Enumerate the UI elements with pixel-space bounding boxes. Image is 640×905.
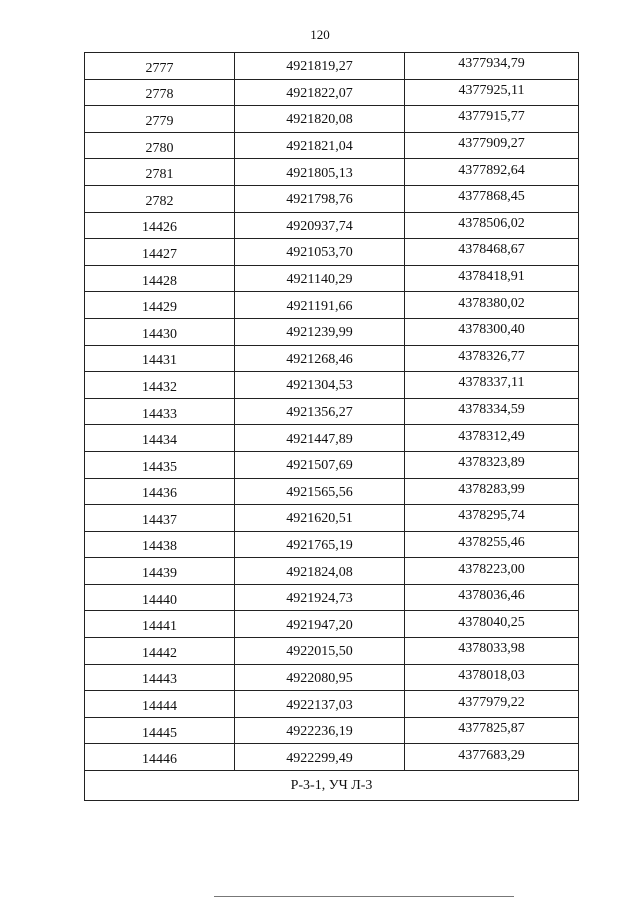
point-number-cell: 14445 (85, 717, 235, 744)
y-coordinate-cell: 4378312,49 (405, 425, 579, 452)
x-coordinate-cell: 4921140,29 (235, 265, 405, 292)
table-row (85, 664, 579, 691)
y-coordinate-cell: 4377925,11 (405, 79, 579, 106)
x-coordinate-cell: 4921268,46 (235, 345, 405, 372)
point-number-cell: 14437 (85, 505, 235, 532)
y-coordinate-cell: 4378326,77 (405, 345, 579, 372)
table-row (85, 372, 579, 399)
point-number-cell: 14446 (85, 744, 235, 771)
x-coordinate-cell: 4922299,49 (235, 744, 405, 771)
y-coordinate-cell: 4378283,99 (405, 478, 579, 505)
table-row (85, 398, 579, 425)
x-coordinate-cell: 4921822,07 (235, 79, 405, 106)
coordinates-table (84, 52, 579, 801)
point-number-cell: 14433 (85, 398, 235, 425)
x-coordinate-cell: 4921053,70 (235, 239, 405, 266)
y-coordinate-cell: 4378323,89 (405, 451, 579, 478)
y-coordinate-cell: 4377915,77 (405, 106, 579, 133)
table-row (85, 584, 579, 611)
point-number-cell: 14435 (85, 451, 235, 478)
coordinates-table-body (85, 53, 579, 771)
table-row (85, 611, 579, 638)
x-coordinate-cell: 4921565,56 (235, 478, 405, 505)
y-coordinate-cell: 4378334,59 (405, 398, 579, 425)
x-coordinate-cell: 4921765,19 (235, 531, 405, 558)
point-number-cell: 14442 (85, 638, 235, 665)
point-number-cell: 14432 (85, 372, 235, 399)
point-number-cell: 2779 (85, 106, 235, 133)
point-number-cell: 2778 (85, 79, 235, 106)
x-coordinate-cell: 4921304,53 (235, 372, 405, 399)
point-number-cell: 2777 (85, 53, 235, 80)
x-coordinate-cell: 4921819,27 (235, 53, 405, 80)
y-coordinate-cell: 4378337,11 (405, 372, 579, 399)
table-row (85, 505, 579, 532)
table-row (85, 79, 579, 106)
page-number: 120 (310, 27, 330, 42)
point-number-cell: 14429 (85, 292, 235, 319)
point-number-cell: 2780 (85, 132, 235, 159)
table-row (85, 717, 579, 744)
table-row (85, 265, 579, 292)
point-number-cell: 14439 (85, 558, 235, 585)
y-coordinate-cell: 4378033,98 (405, 638, 579, 665)
x-coordinate-cell: 4920937,74 (235, 212, 405, 239)
table-row (85, 531, 579, 558)
bottom-rule (214, 896, 514, 897)
x-coordinate-cell: 4921824,08 (235, 558, 405, 585)
y-coordinate-cell: 4378036,46 (405, 584, 579, 611)
x-coordinate-cell: 4922236,19 (235, 717, 405, 744)
table-row (85, 159, 579, 186)
table-row (85, 744, 579, 771)
y-coordinate-cell: 4378506,02 (405, 212, 579, 239)
table-row (85, 239, 579, 266)
table-row (85, 425, 579, 452)
y-coordinate-cell: 4378468,67 (405, 239, 579, 266)
x-coordinate-cell: 4921924,73 (235, 584, 405, 611)
table-row (85, 478, 579, 505)
point-number-cell: 2781 (85, 159, 235, 186)
point-number-cell: 14444 (85, 691, 235, 718)
x-coordinate-cell: 4921620,51 (235, 505, 405, 532)
x-coordinate-cell: 4921947,20 (235, 611, 405, 638)
table-row (85, 345, 579, 372)
x-coordinate-cell: 4921805,13 (235, 159, 405, 186)
y-coordinate-cell: 4377892,64 (405, 159, 579, 186)
y-coordinate-cell: 4377979,22 (405, 691, 579, 718)
point-number-cell: 14431 (85, 345, 235, 372)
y-coordinate-cell: 4378380,02 (405, 292, 579, 319)
y-coordinate-cell: 4378223,00 (405, 558, 579, 585)
point-number-cell: 14427 (85, 239, 235, 266)
y-coordinate-cell: 4378295,74 (405, 505, 579, 532)
x-coordinate-cell: 4921239,99 (235, 318, 405, 345)
table-row (85, 132, 579, 159)
table-row (85, 106, 579, 133)
y-coordinate-cell: 4377825,87 (405, 717, 579, 744)
point-number-cell: 14428 (85, 265, 235, 292)
x-coordinate-cell: 4921798,76 (235, 185, 405, 212)
x-coordinate-cell: 4921821,04 (235, 132, 405, 159)
point-number-cell: 14443 (85, 664, 235, 691)
y-coordinate-cell: 4377683,29 (405, 744, 579, 771)
x-coordinate-cell: 4921507,69 (235, 451, 405, 478)
y-coordinate-cell: 4377909,27 (405, 132, 579, 159)
table-row (85, 638, 579, 665)
y-coordinate-cell: 4377868,45 (405, 185, 579, 212)
table-row (85, 212, 579, 239)
x-coordinate-cell: 4921191,66 (235, 292, 405, 319)
table-footer-row (85, 771, 579, 801)
point-number-cell: 14426 (85, 212, 235, 239)
point-number-cell: 14440 (85, 584, 235, 611)
y-coordinate-cell: 4377934,79 (405, 53, 579, 80)
point-number-cell: 14441 (85, 611, 235, 638)
point-number-cell: 14434 (85, 425, 235, 452)
y-coordinate-cell: 4378255,46 (405, 531, 579, 558)
x-coordinate-cell: 4921820,08 (235, 106, 405, 133)
table-row (85, 451, 579, 478)
point-number-cell: 14438 (85, 531, 235, 558)
point-number-cell: 2782 (85, 185, 235, 212)
y-coordinate-cell: 4378418,91 (405, 265, 579, 292)
x-coordinate-cell: 4922015,50 (235, 638, 405, 665)
table-row (85, 185, 579, 212)
table-row (85, 53, 579, 80)
x-coordinate-cell: 4921447,89 (235, 425, 405, 452)
table-row (85, 558, 579, 585)
y-coordinate-cell: 4378300,40 (405, 318, 579, 345)
point-number-cell: 14430 (85, 318, 235, 345)
x-coordinate-cell: 4921356,27 (235, 398, 405, 425)
y-coordinate-cell: 4378040,25 (405, 611, 579, 638)
section-label: Р-3-1, УЧ Л-3 (85, 771, 579, 801)
point-number-cell: 14436 (85, 478, 235, 505)
table-row (85, 292, 579, 319)
table-row (85, 318, 579, 345)
table-row (85, 691, 579, 718)
y-coordinate-cell: 4378018,03 (405, 664, 579, 691)
x-coordinate-cell: 4922080,95 (235, 664, 405, 691)
x-coordinate-cell: 4922137,03 (235, 691, 405, 718)
